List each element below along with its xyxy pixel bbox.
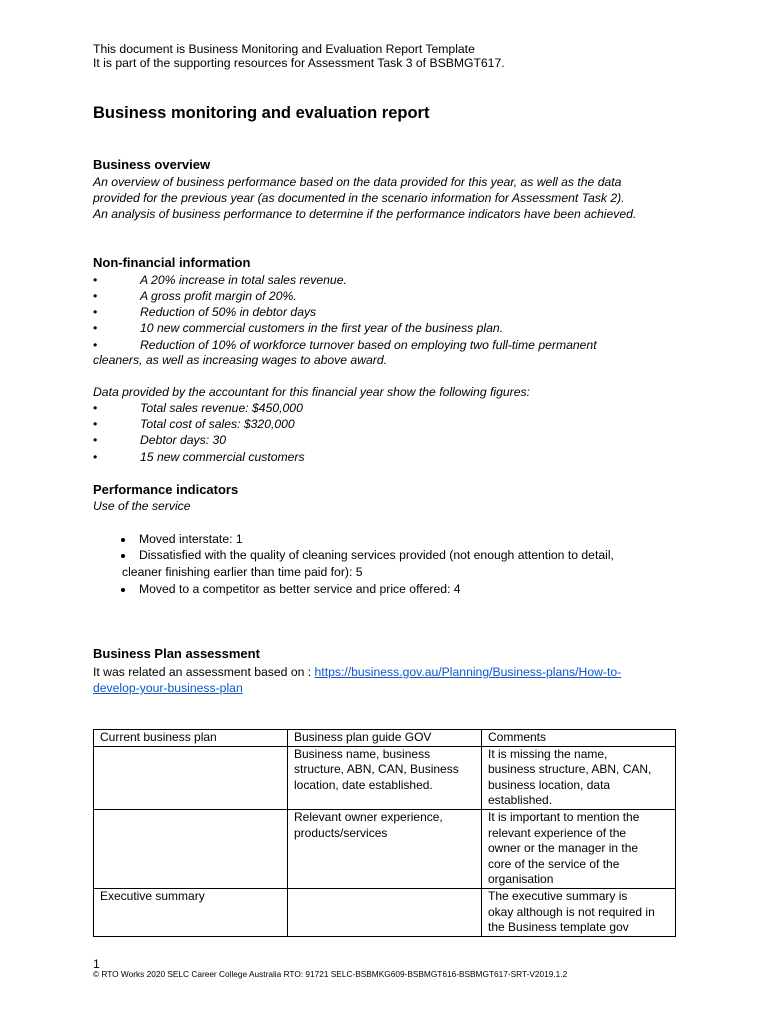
list-item-text: Reduction of 50% in debtor days [140, 305, 317, 319]
table-cell [94, 809, 288, 888]
table-header-row [94, 730, 676, 747]
table-row [94, 888, 676, 936]
cell-line: okay although is not required in [488, 904, 655, 919]
performance-item: Moved to a competitor as better service and price offered: 4 [139, 582, 461, 596]
list-item-text: Reduction of 10% of workforce turnover based on employing two full-time permanent [140, 338, 597, 352]
cell-line: Relevant owner experience, [294, 809, 443, 824]
business-plan-guide-link[interactable]: https://business.gov.au/Planning/Business-plans/How-to- [314, 665, 622, 679]
table-header-cell: Current business plan [94, 730, 288, 747]
bullet-marker: • [93, 417, 98, 431]
bullet-marker: • [93, 305, 98, 319]
table-header-cell: Comments [482, 730, 676, 747]
table-cell [288, 888, 482, 936]
bullet-dot [121, 554, 125, 558]
performance-item: Dissatisfied with the quality of cleaning services provided (not enough attention to detail, [139, 548, 614, 562]
list-item-continuation: cleaners, as well as increasing wages to above award. [93, 353, 388, 367]
bullet-marker: • [93, 289, 98, 303]
cell-line: business location, data [488, 777, 611, 792]
cell-line: core of the service of the [488, 856, 620, 871]
overview-line-1: An overview of business performance based on the data provided for this year, as well as the data [93, 175, 622, 189]
overview-line-2: provided for the previous year (as documented in the scenario information for Assessment Task 2). [93, 191, 625, 205]
overview-line-3: An analysis of business performance to determine if the performance indicators have been achieved. [93, 207, 637, 221]
page-title: Business monitoring and evaluation report [93, 104, 430, 122]
list-item-text: A gross profit margin of 20%. [140, 289, 297, 303]
list-item-text: A 20% increase in total sales revenue. [140, 273, 347, 287]
business-overview-heading: Business overview [93, 157, 211, 172]
cell-line: relevant experience of the [488, 825, 627, 840]
bullet-marker: • [93, 321, 98, 335]
table-row [94, 809, 676, 888]
table-cell [94, 746, 288, 809]
performance-subheading: Use of the service [93, 499, 191, 513]
assessment-intro-text: It was related an assessment based on : [93, 665, 315, 679]
assessment-intro-line [93, 664, 621, 680]
bullet-dot [121, 538, 125, 542]
cell-line: Executive summary [100, 888, 205, 903]
cell-line: the Business template gov [488, 920, 629, 935]
bullet-marker: • [93, 450, 98, 464]
cell-line: location, date established. [294, 777, 433, 792]
table-cell [482, 809, 676, 888]
list-item-text: 15 new commercial customers [140, 450, 305, 464]
list-item-text: 10 new commercial customers in the first year of the business plan. [140, 321, 504, 335]
cell-line: Business name, business [294, 746, 431, 761]
cell-line: business structure, ABN, CAN, [488, 762, 652, 777]
table-cell [288, 809, 482, 888]
table-cell [482, 746, 676, 809]
list-item-text: Total cost of sales: $320,000 [140, 417, 295, 431]
cell-line: structure, ABN, CAN, Business [294, 762, 459, 777]
cell-line: owner or the manager in the [488, 841, 639, 856]
performance-indicators-heading: Performance indicators [93, 482, 239, 497]
page-number: 1 [93, 957, 100, 971]
footer-copyright: © RTO Works 2020 SELC Career College Australia RTO: 91721 SELC-BSBMKG609-BSBMGT616-BSBMGT617-SRT-V2019.1.2 [93, 969, 568, 979]
table-cell [482, 888, 676, 936]
bullet-marker: • [93, 273, 98, 287]
non-financial-heading: Non-financial information [93, 255, 251, 270]
performance-item: Moved interstate: 1 [139, 532, 243, 546]
table-cell [94, 888, 288, 936]
table-row [94, 746, 676, 809]
cell-line: products/services [294, 825, 388, 840]
cell-line: The executive summary is [488, 888, 628, 903]
list-item-text: Debtor days: 30 [140, 433, 227, 447]
business-plan-guide-link-continued[interactable]: develop-your-business-plan [93, 681, 243, 695]
cell-line: established. [488, 793, 553, 808]
cell-line: It is important to mention the [488, 809, 640, 824]
business-plan-assessment-heading: Business Plan assessment [93, 646, 260, 661]
header-line-1: This document is Business Monitoring and Evaluation Report Template [93, 42, 475, 56]
bullet-marker: • [93, 433, 98, 447]
bullet-dot [121, 588, 125, 592]
business-plan-table [93, 729, 676, 937]
bullet-marker: • [93, 401, 98, 415]
list-item-text: Total sales revenue: $450,000 [140, 401, 303, 415]
bullet-marker: • [93, 338, 98, 352]
performance-item-continuation: cleaner finishing earlier than time paid for): 5 [122, 565, 363, 579]
header-line-2: It is part of the supporting resources for Assessment Task 3 of BSBMGT617. [93, 56, 505, 70]
table-cell [288, 746, 482, 809]
table-header-cell: Business plan guide GOV [288, 730, 482, 747]
cell-line: organisation [488, 872, 554, 887]
accountant-intro: Data provided by the accountant for this financial year show the following figures: [93, 385, 530, 399]
cell-line: It is missing the name, [488, 746, 608, 761]
